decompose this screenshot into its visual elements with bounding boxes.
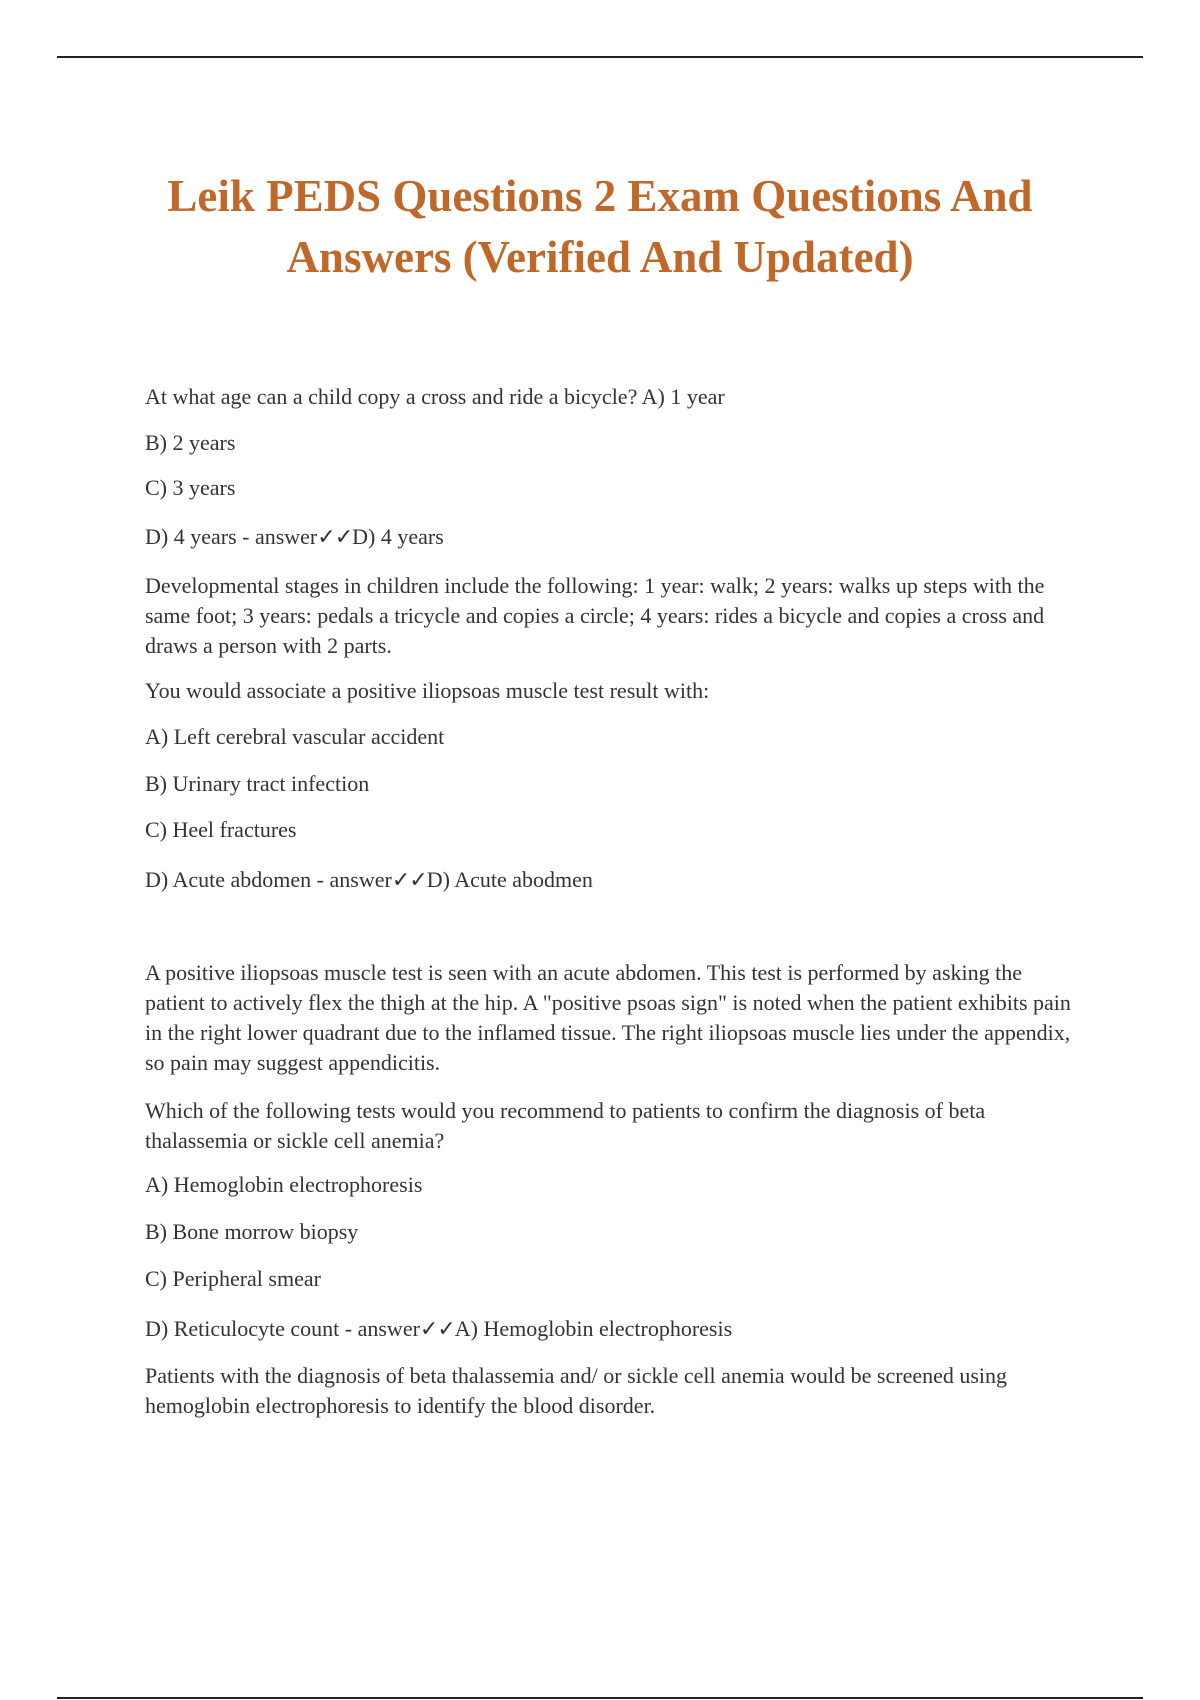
question-2-option-a: A) Left cerebral vascular accident (145, 724, 445, 749)
bottom-rule (57, 1697, 1143, 1699)
question-2-answer-prefix: D) Acute abdomen - answer (145, 867, 392, 892)
checkmark-icon: ✓✓ (317, 524, 353, 549)
checkmark-icon: ✓✓ (419, 1316, 455, 1341)
question-1-option-c: C) 3 years (145, 475, 236, 500)
document-title: Leik PEDS Questions 2 Exam Questions And Answers (Verified And Updated) (167, 171, 1033, 282)
question-3-answer-text: A) Hemoglobin electrophoresis (454, 1316, 733, 1341)
question-2-option-b: B) Urinary tract infection (145, 771, 370, 796)
question-2-stem: You would associate a positive iliopsoas muscle test result with: (145, 678, 710, 703)
question-3-answer-prefix: D) Reticulocyte count - answer (145, 1316, 420, 1341)
question-2-option-c: C) Heel fractures (145, 817, 297, 842)
question-1-rationale: Developmental stages in children include the following: 1 year: walk; 2 years: walks up steps with the same foot; 3 years: pedals a tricycle and copies a circle; 4 years: rides a bicycle and copies a cross and draws a person with 2 parts. (145, 573, 1045, 658)
question-1-option-b: B) 2 years (145, 430, 236, 455)
question-2-answer (145, 865, 1085, 895)
question-3-option-b: B) Bone morrow biopsy (145, 1219, 359, 1244)
question-3-stem: Which of the following tests would you recommend to patients to confirm the diagnosis of beta thalassemia or sickle cell anemia? (145, 1098, 986, 1153)
question-1-stem: At what age can a child copy a cross and ride a bicycle? A) 1 year (145, 384, 725, 409)
question-1-answer-text: D) 4 years (352, 524, 444, 549)
question-3-answer (145, 1314, 1085, 1344)
question-2-rationale: A positive iliopsoas muscle test is seen with an acute abdomen. This test is performed by asking the patient to actively flex the thigh at the hip. A "positive psoas sign" is noted when the patient exhibits pain in the right lower quadrant due to the inflamed tissue. The right iliopsoas muscle lies under the appendix, so pain may suggest appendicitis. (145, 960, 1071, 1075)
question-3-rationale: Patients with the diagnosis of beta thalassemia and/ or sickle cell anemia would be screened using hemoglobin electrophoresis to identify the blood disorder. (145, 1363, 1008, 1418)
question-1-answer (145, 522, 1085, 552)
question-3-option-c: C) Peripheral smear (145, 1266, 321, 1291)
question-3-option-a: A) Hemoglobin electrophoresis (145, 1172, 423, 1197)
question-2-answer-text: D) Acute abodmen (426, 867, 593, 892)
checkmark-icon: ✓✓ (391, 867, 427, 892)
top-rule (57, 56, 1143, 58)
question-1-answer-prefix: D) 4 years - answer (145, 524, 318, 549)
